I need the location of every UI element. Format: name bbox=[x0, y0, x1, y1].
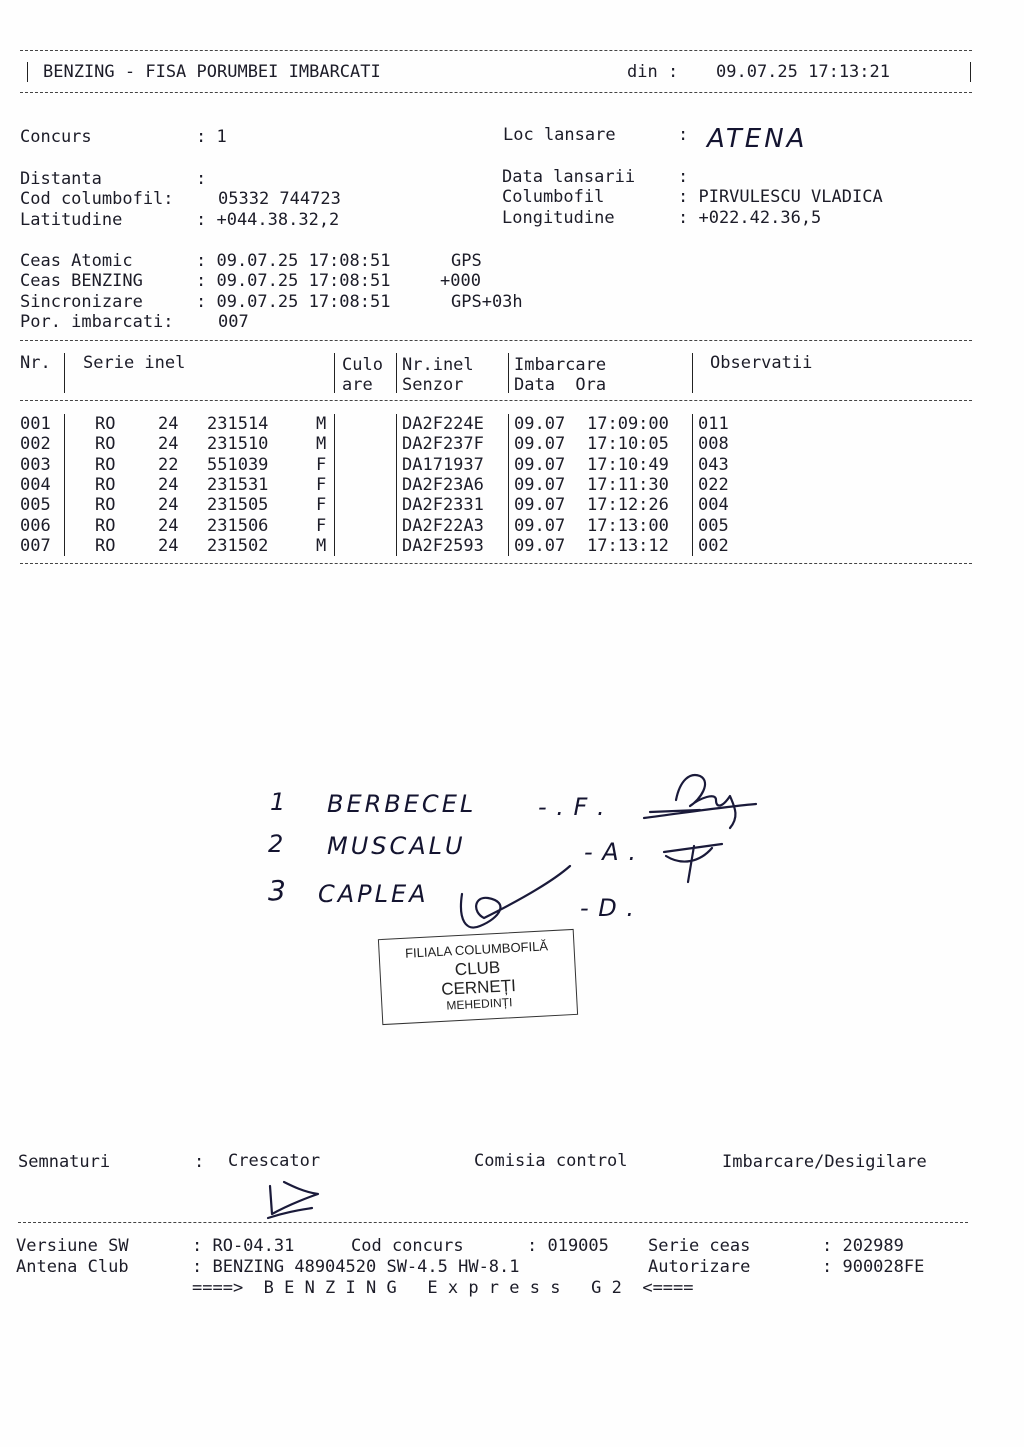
cell-observatii: 043 bbox=[698, 454, 729, 475]
cell-year: 24 bbox=[158, 515, 179, 536]
cell-data: 09.07 bbox=[514, 454, 566, 475]
cell-year: 24 bbox=[158, 414, 179, 434]
cell-data: 09.07 bbox=[514, 495, 566, 516]
cell-country: RO bbox=[95, 515, 116, 536]
columbofil-label: Columbofil bbox=[502, 187, 605, 207]
cell-observatii: 005 bbox=[698, 515, 729, 536]
ceas-benzing-value: : 09.07.25 17:08:51 bbox=[196, 271, 391, 291]
stamp-line-2: CLUB bbox=[454, 957, 501, 980]
ceas-atomic-value: : 09.07.25 17:08:51 bbox=[196, 251, 391, 271]
col-header-senzor: Senzor bbox=[402, 375, 464, 395]
por-imbarcati-value: 007 bbox=[218, 312, 249, 332]
cell-country: RO bbox=[95, 474, 116, 495]
cell-year: 24 bbox=[158, 474, 179, 495]
cod-columbofil-value: 05332 744723 bbox=[218, 189, 341, 209]
cell-ora: 17:12:26 bbox=[587, 495, 669, 516]
cod-concurs-label: Cod concurs bbox=[351, 1236, 464, 1256]
cell-country: RO bbox=[95, 454, 116, 475]
cell-ora: 17:09:00 bbox=[587, 414, 669, 434]
sincronizare-label: Sincronizare bbox=[20, 292, 143, 312]
cell-sex: M bbox=[316, 434, 327, 455]
footer-rule bbox=[18, 1222, 968, 1223]
benzing-brand-line: ====> B E N Z I N G E x p r e s s G 2 <==== bbox=[192, 1278, 694, 1298]
latitudine-value: : +044.38.32,2 bbox=[196, 210, 340, 230]
ceas-benzing-note: +000 bbox=[440, 271, 481, 291]
cod-columbofil-label: Cod columbofil: bbox=[20, 189, 174, 209]
cell-data: 09.07 bbox=[514, 474, 566, 495]
semnaturi-sep: : bbox=[194, 1152, 205, 1172]
signature-caplea bbox=[461, 866, 570, 928]
ceas-atomic-note: GPS bbox=[451, 251, 482, 271]
col-header-culoare-cont: are bbox=[342, 375, 373, 395]
cell-senzor: DA2F224E bbox=[402, 414, 484, 434]
cell-data: 09.07 bbox=[514, 535, 566, 556]
signature-berbecel bbox=[644, 775, 756, 828]
hand-name-2: MUSCALU bbox=[327, 832, 466, 860]
versiune-label: Versiune SW bbox=[16, 1236, 129, 1256]
longitudine-label: Longitudine bbox=[502, 208, 615, 228]
cell-nr: 005 bbox=[20, 495, 51, 516]
stamp-line-1: FILIALA COLUMBOFILĂ bbox=[404, 938, 549, 961]
cell-senzor: DA171937 bbox=[402, 454, 484, 475]
cell-ring: 231531 bbox=[207, 474, 269, 495]
cell-nr: 002 bbox=[20, 434, 51, 455]
cell-nr: 006 bbox=[20, 515, 51, 536]
cell-ora: 17:13:00 bbox=[587, 515, 669, 536]
cell-observatii: 022 bbox=[698, 474, 729, 495]
loc-lansare-handwritten: ATENA bbox=[707, 124, 808, 154]
cell-observatii: 011 bbox=[698, 414, 729, 434]
club-stamp bbox=[378, 929, 578, 1025]
cell-senzor: DA2F2593 bbox=[402, 535, 484, 556]
cell-sex: M bbox=[316, 535, 327, 556]
cell-year: 24 bbox=[158, 535, 179, 556]
col-header-observatii: Observatii bbox=[710, 353, 813, 373]
ceas-atomic-label: Ceas Atomic bbox=[20, 251, 133, 271]
cell-year: 22 bbox=[158, 454, 179, 475]
cell-nr: 003 bbox=[20, 454, 51, 475]
cell-sex: F bbox=[316, 515, 327, 536]
cell-nr: 001 bbox=[20, 414, 51, 434]
columbofil-value: : PIRVULESCU VLADICA bbox=[678, 187, 883, 207]
hand-num-3: 3 bbox=[268, 874, 287, 907]
latitudine-label: Latitudine bbox=[20, 210, 123, 230]
serie-ceas-value: : 202989 bbox=[822, 1236, 904, 1256]
longitudine-value: : +022.42.36,5 bbox=[678, 208, 822, 228]
cell-observatii: 002 bbox=[698, 535, 729, 556]
data-lansarii-label: Data lansarii bbox=[502, 167, 636, 187]
hand-mark-2: - A . bbox=[584, 838, 637, 866]
antena-value: : BENZING 48904520 SW-4.5 HW-8.1 bbox=[192, 1257, 520, 1277]
cell-ring: 231506 bbox=[207, 515, 269, 536]
imbarcare-desigilare-label: Imbarcare/Desigilare bbox=[722, 1152, 927, 1172]
concurs-value: : 1 bbox=[196, 127, 227, 147]
header-din-label: din : bbox=[627, 62, 679, 82]
col-header-nr: Nr. bbox=[20, 353, 51, 373]
cell-senzor: DA2F23A6 bbox=[402, 474, 484, 495]
cell-ring: 231510 bbox=[207, 434, 269, 455]
cell-ring: 231505 bbox=[207, 495, 269, 516]
hand-mark-3: - D . bbox=[580, 894, 636, 922]
semnaturi-label: Semnaturi bbox=[18, 1152, 111, 1172]
comisia-label: Comisia control bbox=[474, 1151, 628, 1171]
cell-senzor: DA2F237F bbox=[402, 434, 484, 455]
ceas-benzing-label: Ceas BENZING bbox=[20, 271, 143, 291]
cell-senzor: DA2F22A3 bbox=[402, 515, 484, 536]
cod-concurs-value: : 019005 bbox=[527, 1236, 609, 1256]
cell-country: RO bbox=[95, 495, 116, 516]
cell-ora: 17:10:05 bbox=[587, 434, 669, 455]
cell-sex: M bbox=[316, 414, 327, 434]
sincronizare-note: GPS+03h bbox=[451, 292, 523, 312]
por-imbarcati-label: Por. imbarcati: bbox=[20, 312, 174, 332]
cell-ora: 17:10:49 bbox=[587, 454, 669, 475]
col-header-serie-inel: Serie inel bbox=[83, 353, 186, 373]
cell-sex: F bbox=[316, 495, 327, 516]
cell-nr: 004 bbox=[20, 474, 51, 495]
cell-data: 09.07 bbox=[514, 434, 566, 455]
cell-data: 09.07 bbox=[514, 515, 566, 536]
cell-sex: F bbox=[316, 474, 327, 495]
cell-ring: 551039 bbox=[207, 454, 269, 475]
hand-name-3: CAPLEA bbox=[318, 880, 429, 908]
autorizare-label: Autorizare bbox=[648, 1257, 751, 1277]
distanta-value: : bbox=[196, 169, 207, 189]
cell-ring: 231502 bbox=[207, 535, 269, 556]
antena-label: Antena Club bbox=[16, 1257, 129, 1277]
cell-senzor: DA2F2331 bbox=[402, 495, 484, 516]
loc-lansare-sep: : bbox=[678, 125, 689, 145]
cell-observatii: 004 bbox=[698, 495, 729, 516]
col-header-data-ora: Data Ora bbox=[514, 375, 607, 395]
hand-mark-1: - . F . bbox=[538, 793, 606, 821]
hand-num-1: 1 bbox=[270, 788, 287, 816]
crescator-label: Crescator bbox=[228, 1151, 321, 1171]
cell-country: RO bbox=[95, 414, 116, 434]
loc-lansare-label: Loc lansare bbox=[503, 125, 616, 145]
distanta-label: Distanta bbox=[20, 169, 102, 189]
document-title: BENZING - FISA PORUMBEI IMBARCATI bbox=[43, 62, 381, 82]
signature-crescator bbox=[268, 1182, 318, 1218]
cell-data: 09.07 bbox=[514, 414, 566, 434]
cell-ora: 17:13:12 bbox=[587, 535, 669, 556]
stamp-line-4: MEHEDINȚI bbox=[446, 995, 513, 1013]
cell-ring: 231514 bbox=[207, 414, 269, 434]
cell-ora: 17:11:30 bbox=[587, 474, 669, 495]
cell-nr: 007 bbox=[20, 535, 51, 556]
col-header-nr-inel: Nr.inel bbox=[402, 355, 474, 375]
serie-ceas-label: Serie ceas bbox=[648, 1236, 751, 1256]
cell-country: RO bbox=[95, 535, 116, 556]
cell-sex: F bbox=[316, 454, 327, 475]
sincronizare-value: : 09.07.25 17:08:51 bbox=[196, 292, 391, 312]
signature-muscalu bbox=[664, 844, 722, 882]
hand-name-1: BERBECEL bbox=[327, 790, 477, 818]
cell-observatii: 008 bbox=[698, 434, 729, 455]
data-lansarii-value: : bbox=[678, 167, 689, 187]
header-datetime: 09.07.25 17:13:21 bbox=[716, 62, 890, 82]
col-header-culoare: Culo bbox=[342, 355, 383, 375]
cell-country: RO bbox=[95, 434, 116, 455]
cell-year: 24 bbox=[158, 434, 179, 455]
concurs-label: Concurs bbox=[20, 127, 92, 147]
autorizare-value: : 900028FE bbox=[822, 1257, 925, 1277]
col-header-imbarcare: Imbarcare bbox=[514, 355, 607, 375]
versiune-value: : RO-04.31 bbox=[192, 1236, 295, 1256]
cell-year: 24 bbox=[158, 495, 179, 516]
stamp-line-3: CERNEȚI bbox=[440, 976, 517, 999]
hand-num-2: 2 bbox=[268, 830, 285, 858]
